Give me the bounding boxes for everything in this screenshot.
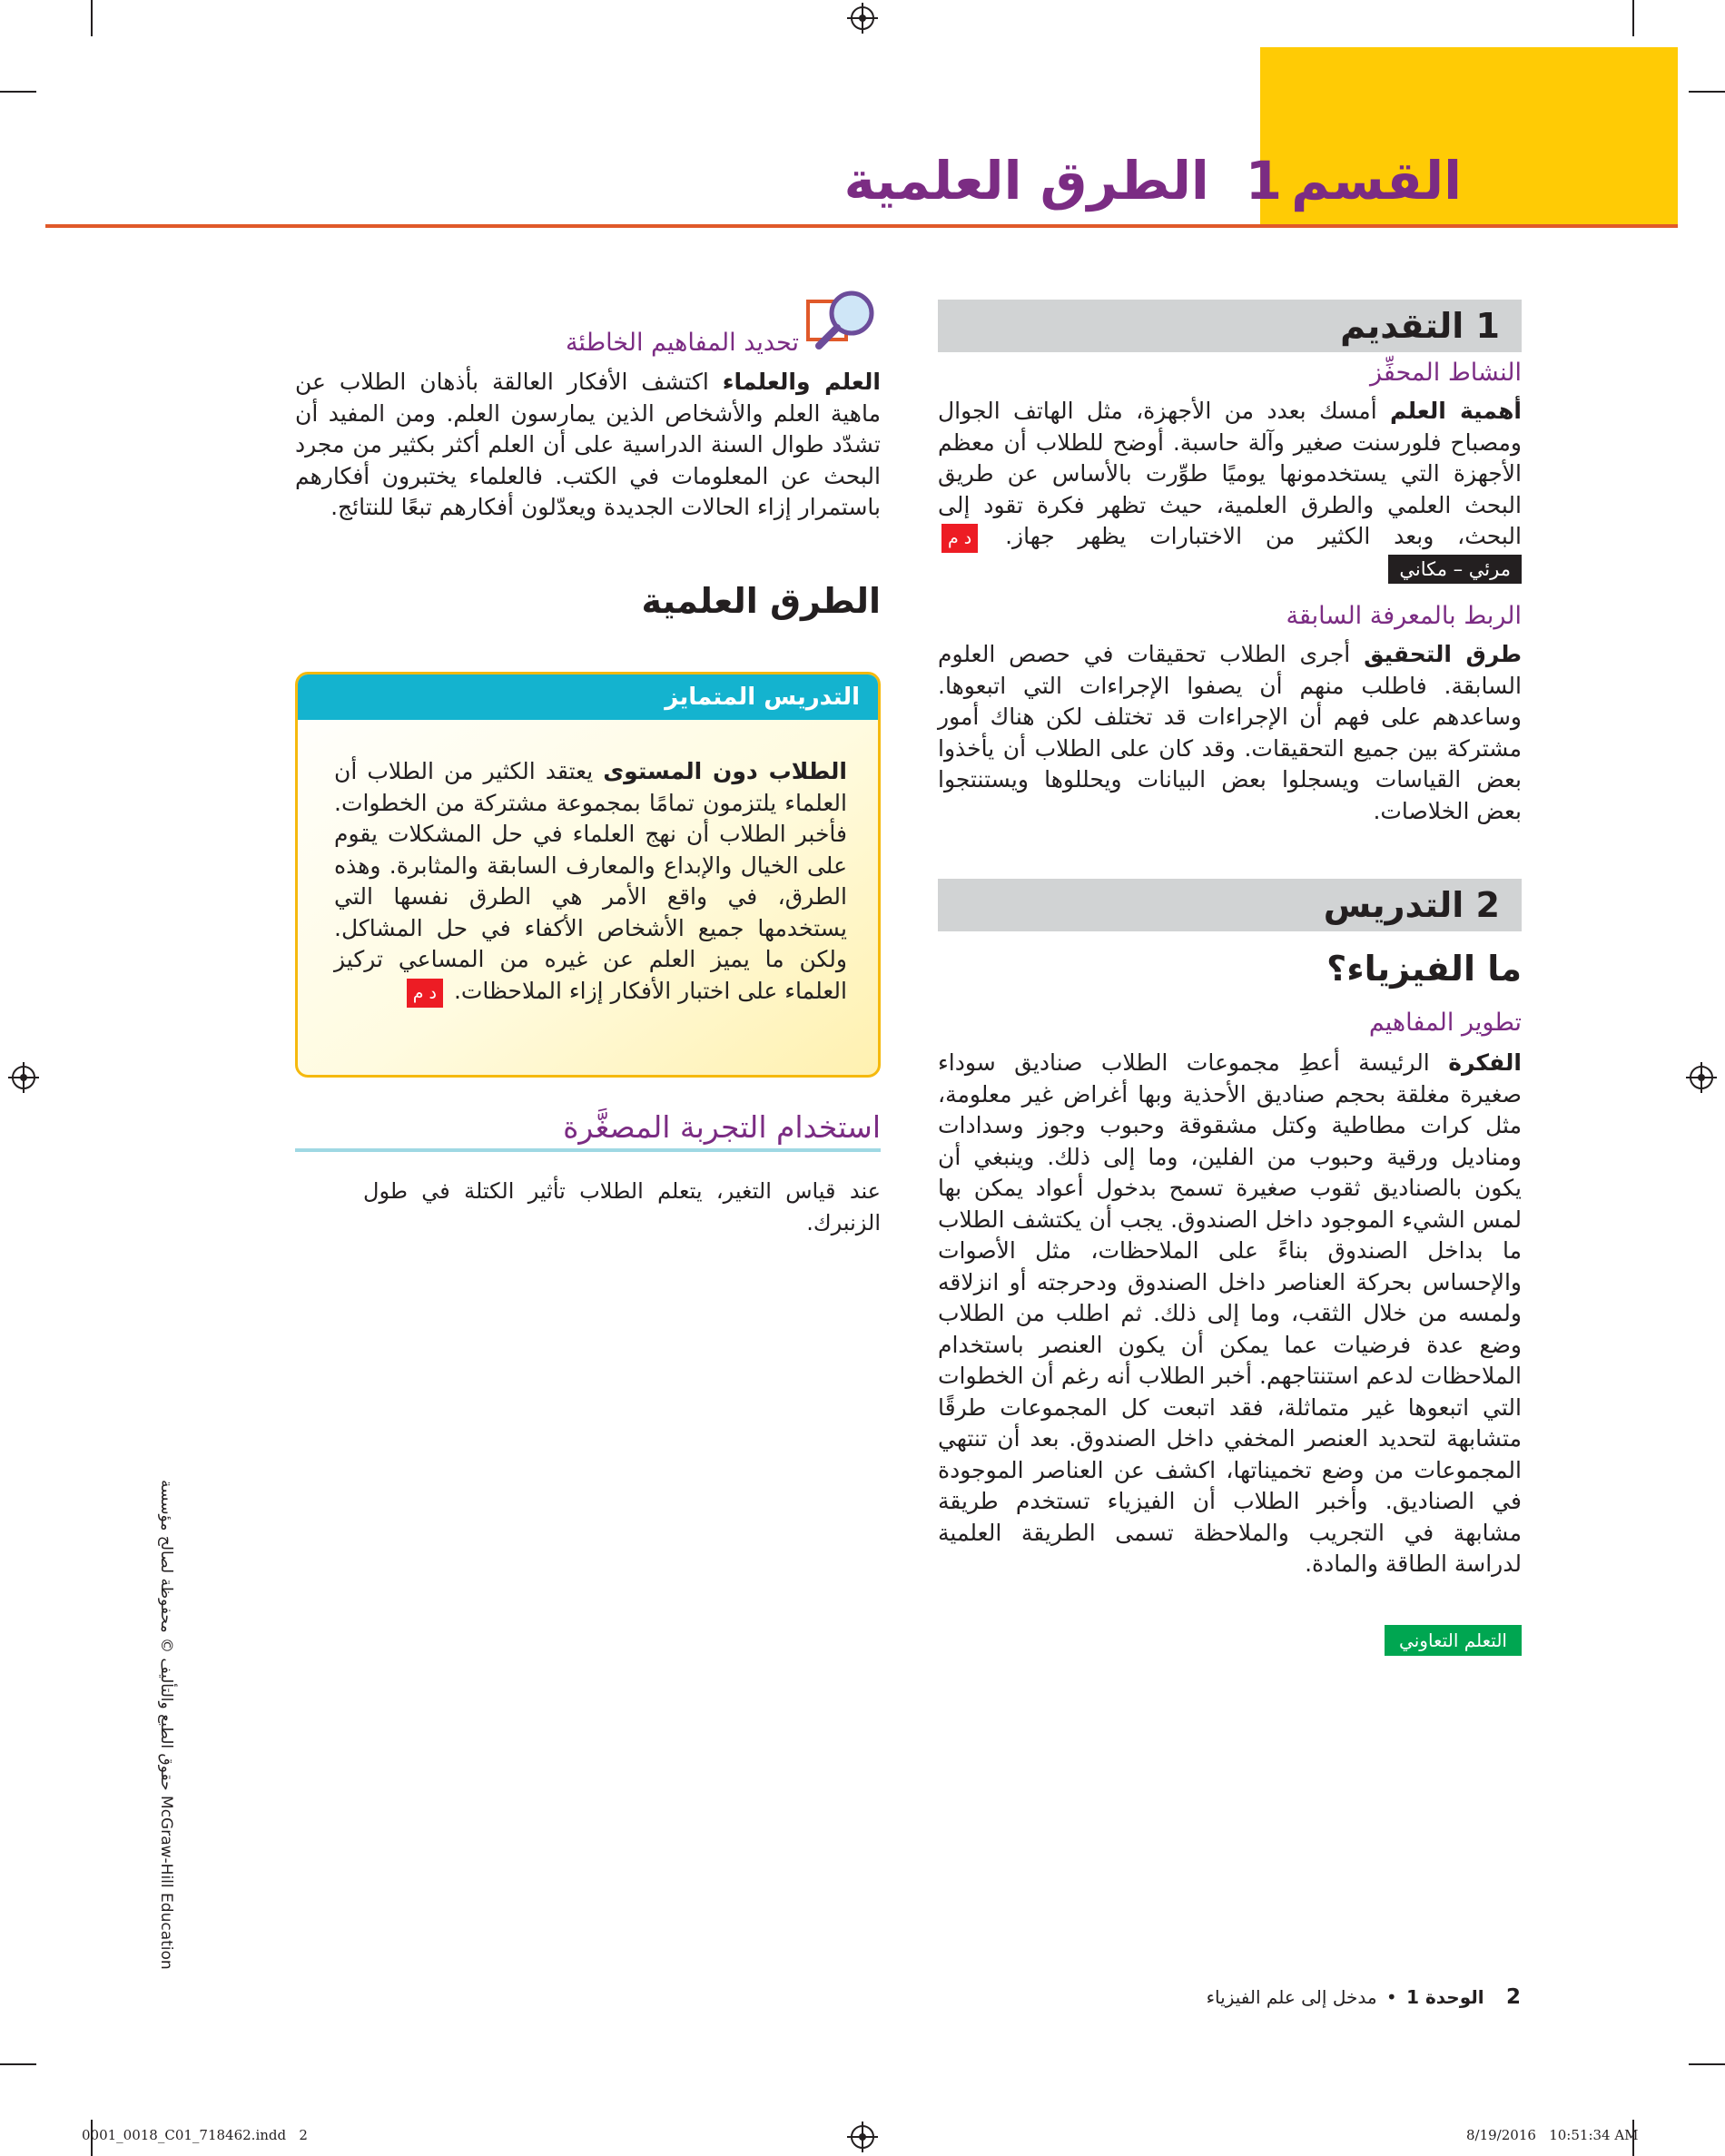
registration-mark-icon xyxy=(851,6,874,30)
crop-mark xyxy=(0,91,36,93)
unit-label: الوحدة 1 xyxy=(1406,1986,1484,2008)
page-number: 2 xyxy=(1505,1985,1521,2009)
teach-bar: 2 التدريس xyxy=(938,879,1522,931)
crop-mark xyxy=(1689,2063,1725,2065)
focus-activity-heading: النشاط المحفِّز xyxy=(1369,359,1522,387)
copyright-credit: McGraw-Hill Education حقوق الطبع والتأليف © محفوظة لصالح مؤسسة xyxy=(157,1480,175,1970)
mini-lab-heading: استخدام التجربة المصغَّرة xyxy=(563,1109,881,1145)
focus-activity-bold: أهمية العلم xyxy=(1389,398,1522,424)
crop-mark xyxy=(1689,91,1725,93)
focus-activity-text: أهمية العلم أمسك بعدد من الأجهزة، مثل الهاتف الجوال ومصباح فلورسنت صغير وآلة حاسبة. أوضح للطلاب أن معظم الأجهزة التي يستخدمونها يوميًا طوِّرت بالأساس عن طريق البحث العلمي والطرق العلمية، حيث تظهر فكرة تقود إلى البحث، وبعد الكثير من الاختبارات يظهر جهاز. د ممرئي – مكاني xyxy=(938,396,1522,585)
prior-knowledge-text: طرق التحقيق أجرى الطلاب تحقيقات في حصص العلوم السابقة. فاطلب منهم أن يصفوا الإجراءات التي اتبعوها. وساعدهم على فهم أن الإجراءات قد تختلف لكن هناك أمور مشتركة بين جميع التحقيقات. وقد كان على الطلاب أن يأخذوا بعض القياسات ويسجلوا بعض البيانات ويحللوها ويستنتجوا بعض الخلاصات. xyxy=(938,641,1522,824)
crop-mark xyxy=(0,2063,36,2065)
misconception-bold: العلم والعلماء xyxy=(722,369,882,395)
unit-title: مدخل إلى علم الفيزياء xyxy=(1206,1986,1377,2008)
concept-text: الفكرة الرئيسة أعطِ مجموعات الطلاب صناديق سوداء صغيرة مغلقة بحجم صناديق الأحذية وبها أغراض غير معلومة، مثل كرات مطاطية وكتل مشقوقة وحبوب وجوز وسدادات ومناديل ورقية وحبوب من الفلين، وما إلى ذلك. وينبغي أن يكون بالصناديق ثقوب صغيرة تسمح بدخول أعواد يمكن بها لمس الشيء الموجود داخل الصندوق. يجب أن يكتشف الطلاب ما بداخل الصندوق بناءً على الملاحظات، مثل الأصوات والإحساس بحركة العناصر داخل الصندوق ودحرجته أو انزلاقه ولمسه من خلال الثقب، وما إلى ذلك. ثم اطلب من الطلاب وضع عدة فرضيات عما يمكن أن يكون العنصر باستخدام الملاحظات لدعم استنتاجهم. أخبر الطلاب أنه رغم أن الخطوات التي اتبعوها غير متماثلة، فقد اتبعت كل المجموعات طرقًا متشابهة لتحديد العنصر المخفي داخل الصندوق. بعد أن تنتهي المجموعات من وضع تخميناتها، اكشف عن العناصر الموجودة في الصناديق. وأخبر الطلاب أن الفيزياء تستخدم طريقة مشابهة في التجريب والملاحظة تسمى الطريقة العلمية لدراسة الطاقة والمادة. xyxy=(938,1049,1522,1577)
mini-lab-text: عند قياس التغير، يتعلم الطلاب تأثير الكتلة في طول الزنبرك. xyxy=(363,1178,881,1236)
section-title-prefix: القسم xyxy=(1291,150,1462,212)
intro-bar: 1 التقديم xyxy=(938,300,1522,352)
section-title-number: 1 xyxy=(1245,150,1283,212)
scientific-methods-heading: الطرق العلمية xyxy=(641,581,881,621)
misconception-heading: تحديد المفاهيم الخاطئة xyxy=(565,329,799,357)
title-rule xyxy=(45,224,1678,228)
misconception-text: العلم والعلماء اكتشف الأفكار العالقة بأذهان الطلاب عن ماهية العلم والأشخاص الذين يمارسون العلم. ومن المفيد أن تشدّد طوال السنة الدراسية على أن العلم أكثر بكثير من مجرد البحث عن المعلومات في الكتب. فالعلماء يختبرون أفكارهم باستمرار إزاء الحالات الجديدة ويعدّلون أفكارهم تبعًا للنتائج. xyxy=(295,369,882,520)
magnifier-icon xyxy=(806,289,879,354)
concept-heading: تطوير المفاهيم xyxy=(1368,1009,1522,1037)
registration-mark-icon xyxy=(851,2125,874,2149)
concept-bold: الفكرة xyxy=(1448,1049,1522,1076)
physics-heading: ما الفيزياء؟ xyxy=(1326,949,1522,989)
file-slug: 0001_0018_C01_718462.indd 2 xyxy=(82,2127,308,2143)
mini-lab-rule xyxy=(295,1148,881,1152)
prior-knowledge-bold: طرق التحقيق xyxy=(1364,641,1522,667)
learning-style-tag: مرئي – مكاني xyxy=(1388,555,1522,584)
below-level-bold: الطلاب دون المستوى xyxy=(603,758,847,784)
concept-tag-row xyxy=(938,1625,1522,1656)
crop-mark xyxy=(1632,0,1634,36)
prior-knowledge-heading: الربط بالمعرفة السابقة xyxy=(1286,602,1522,630)
section-title-text: الطرق العلمية xyxy=(843,150,1209,212)
dm-tag: د م xyxy=(407,979,443,1008)
dm-tag: د م xyxy=(941,524,978,553)
cooperative-learning-tag: التعلم التعاوني xyxy=(1385,1625,1522,1656)
differentiated-instruction-header: التدريس المتمايز xyxy=(298,674,878,720)
section-title xyxy=(844,150,1462,212)
differentiated-instruction-text: الطلاب دون المستوى يعتقد الكثير من الطلاب أن العلماء يلتزمون تمامًا بمجموعة مشتركة من الخطوات. فأخبر الطلاب أن نهج العلماء في حل المشكلات يقوم على الخيال والإبداع والمعارف السابقة والمثابرة. وهذه الطرق، في واقع الأمر هي الطرق نفسها التي يستخدمها جميع الأشخاص الأكفاء في حل المشاكل. ولكن ما يميز العلم عن غيره من المساعي تركيز العلماء على اختبار الأفكار إزاء الملاحظات. د م xyxy=(334,756,847,1008)
date-slug: 8/19/2016 10:51:34 AM xyxy=(1466,2127,1639,2143)
differentiated-instruction-box xyxy=(295,672,881,1078)
registration-mark-icon xyxy=(1690,1066,1713,1089)
registration-mark-icon xyxy=(12,1066,35,1089)
crop-mark xyxy=(91,0,93,36)
page-footer: 2 الوحدة 1 • مدخل إلى علم الفيزياء xyxy=(1206,1985,1521,2009)
